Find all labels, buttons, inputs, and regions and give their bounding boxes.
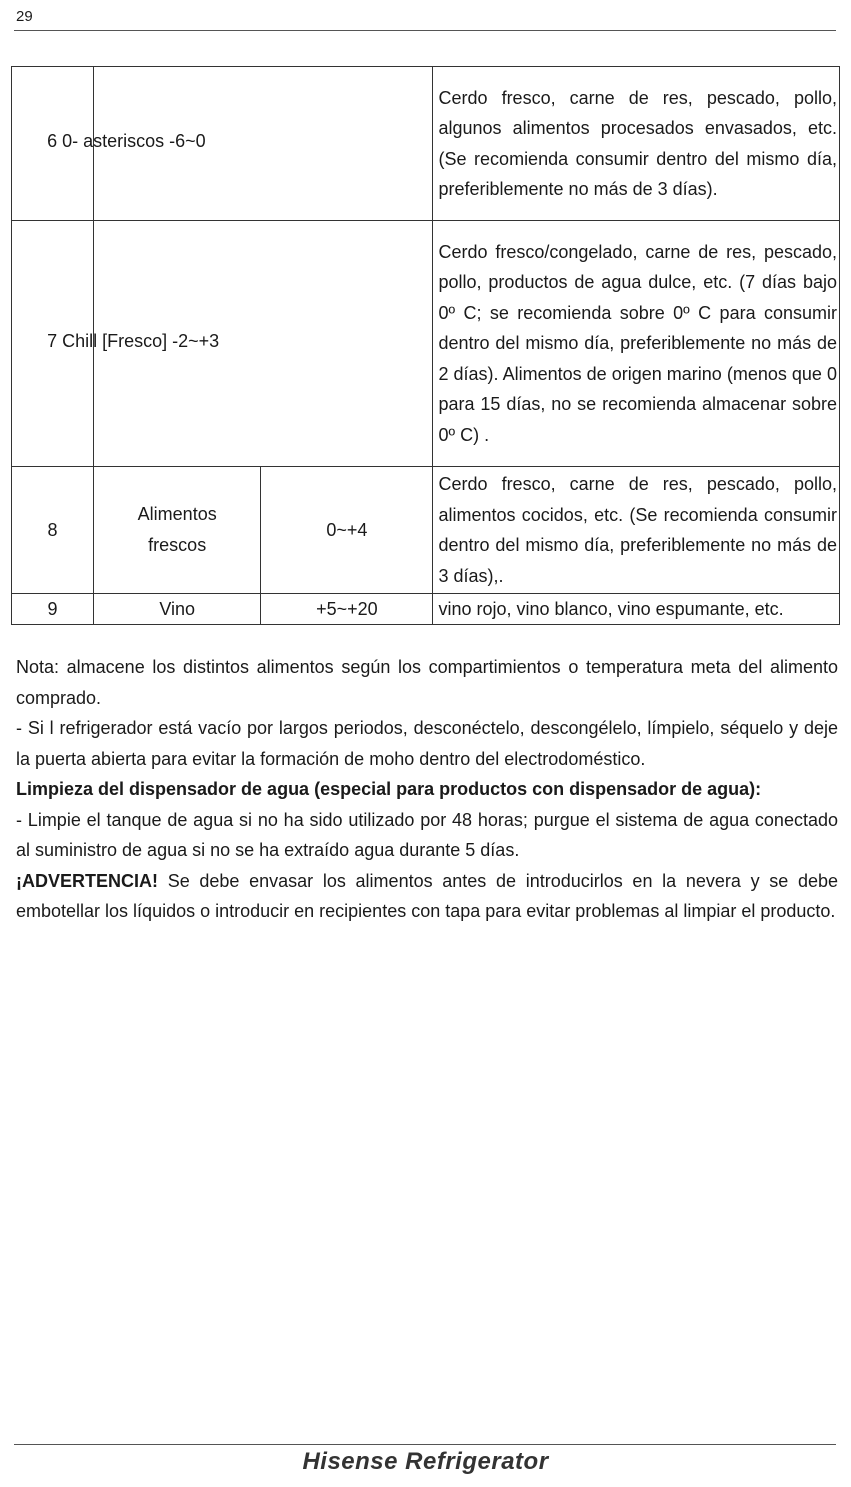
table-row bbox=[12, 467, 840, 594]
notes-section bbox=[16, 652, 838, 927]
compartment-cell bbox=[47, 67, 433, 221]
table-row bbox=[12, 67, 840, 221]
table-row bbox=[12, 221, 840, 467]
compartment-cell bbox=[47, 221, 433, 467]
empty-fridge-note: - Si l refrigerador está vacío por largos periodos, desconéctelo, descongélelo, límpielo, séquelo y deje la puerta abierta para evitar la formación de moho dentro del electrodoméstico. bbox=[16, 718, 838, 769]
dispenser-heading: Limpieza del dispensador de agua (especial para productos con dispensador de agua): bbox=[16, 779, 762, 799]
description-cell: Cerdo fresco/congelado, carne de res, pescado, pollo, productos de agua dulce, etc. (7 días bajo 0º C; se recomienda sobre 0º C para consumir dentro del mismo día, preferiblemente no más de 2 días). Alimentos de origen marino (menos que 0 para 15 días, no se recomienda almacenar sobre 0º C) . bbox=[433, 221, 840, 467]
warning-label: ¡ADVERTENCIA! bbox=[16, 870, 158, 891]
compartment-combined-text: 6 0- asteriscos -6~0 bbox=[47, 131, 206, 151]
description-cell: vino rojo, vino blanco, vino espumante, etc. bbox=[433, 594, 840, 625]
warning-paragraph bbox=[16, 866, 838, 927]
brand-footer: Hisense Refrigerator bbox=[302, 1448, 549, 1475]
row-number-cell: 9 bbox=[12, 594, 94, 625]
temperature-cell: 0~+4 bbox=[261, 467, 433, 594]
storage-table bbox=[11, 66, 840, 625]
row-number-cell: 8 bbox=[12, 467, 94, 594]
compartment-name: Alimentos frescos bbox=[137, 504, 217, 555]
dispenser-text: - Limpie el tanque de agua si no ha sido utilizado por 48 horas; purgue el sistema de agua conectado al suministro de agua si no se ha extraído agua durante 5 días. bbox=[16, 809, 838, 860]
table-row bbox=[12, 594, 840, 625]
compartment-name-cell: Vino bbox=[94, 594, 261, 625]
description-cell: Cerdo fresco, carne de res, pescado, pollo, algunos alimentos procesados envasados, etc. (Se recomienda consumir dentro del mismo día, preferiblemente no más de 3 días). bbox=[433, 67, 840, 221]
storage-note: Nota: almacene los distintos alimentos según los compartimientos o temperatura meta del alimento comprado. bbox=[16, 657, 838, 708]
page-number: 29 bbox=[16, 8, 33, 25]
header-rule bbox=[14, 30, 836, 31]
temperature-cell: +5~+20 bbox=[261, 594, 433, 625]
description-cell: Cerdo fresco, carne de res, pescado, pollo, alimentos cocidos, etc. (Se recomienda consumir dentro del mismo día, preferiblemente no más de 3 días),. bbox=[433, 467, 840, 594]
footer-rule bbox=[14, 1444, 836, 1445]
warning-text: Se debe envasar los alimentos antes de introducirlos en la nevera y se debe embotellar los líquidos o introducir en recipientes con tapa para evitar problemas al limpiar el producto. bbox=[16, 870, 838, 921]
compartment-name-cell bbox=[94, 467, 261, 594]
compartment-combined-text: 7 Chill [Fresco] -2~+3 bbox=[47, 331, 220, 351]
